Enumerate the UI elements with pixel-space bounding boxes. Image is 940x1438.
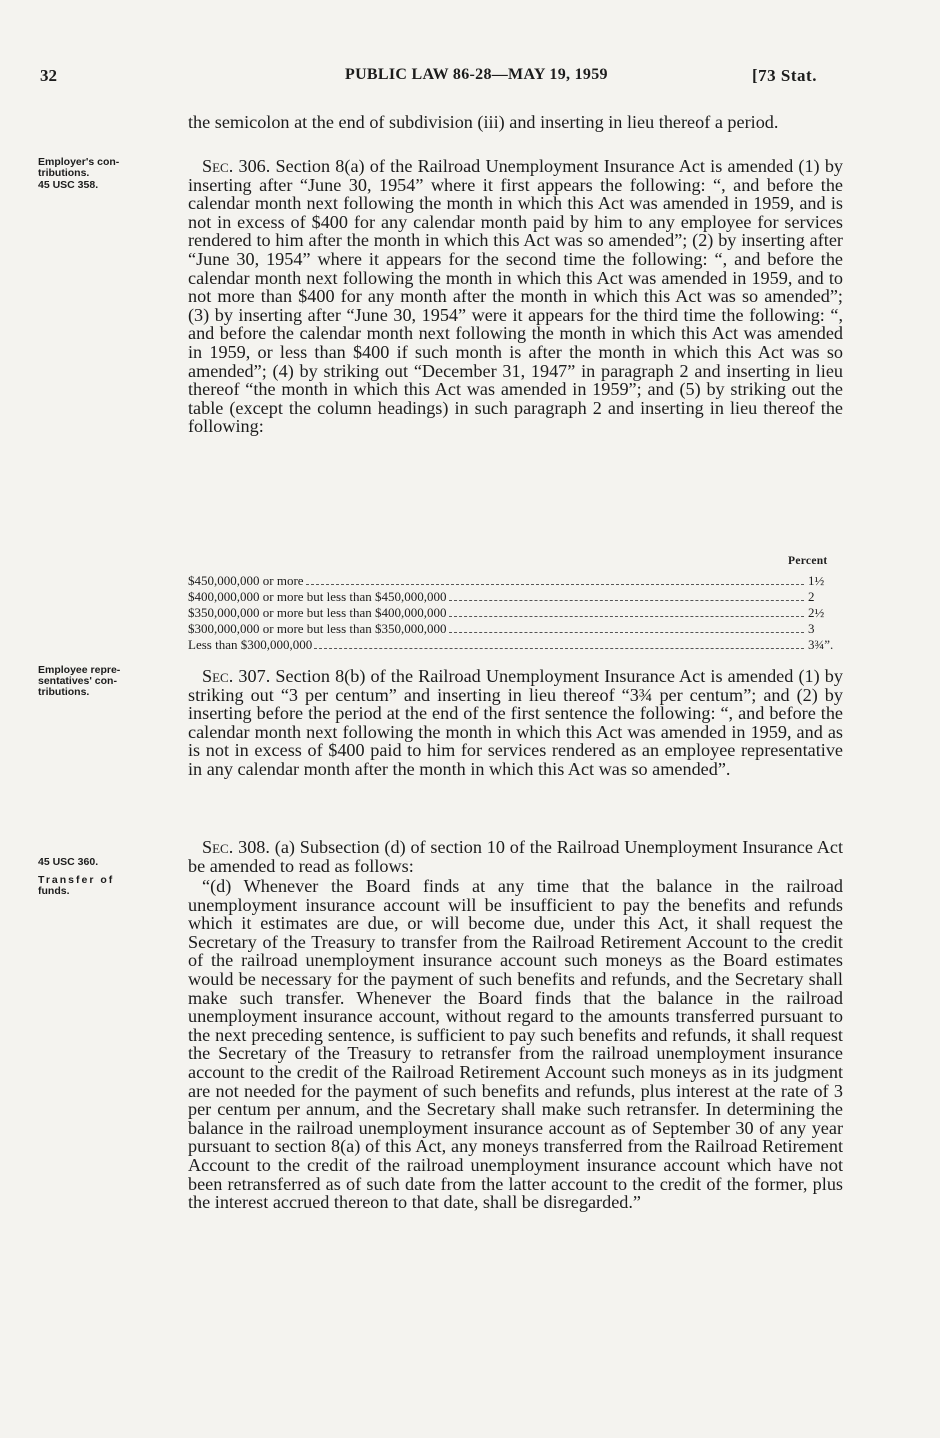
rate-table-value: 1½ bbox=[808, 573, 825, 588]
rate-table-value: 3 bbox=[808, 621, 815, 636]
section-308-text: (a) Subsection (d) of section 10 of the Railroad Unemployment Insurance Act be amended to read as follows: bbox=[188, 837, 844, 876]
section-306-text: Section 8(a) of the Railroad Unemployment Insurance Act is amended (1) by inserting after “June 30, 1954” where it first appears the following: “, and before the calendar month next following the month in which this Act was amended in 1959, and is not in excess of $400 for any calendar month paid by him to any employee for services rendered to him after the month in which this Act was so amended”; (2) by inserting after “June 30, 1954” where it appears for the second time the following: “, and before the calendar month next following the month in which this Act was amended in 1959, and to not more than $400 for any month after the month in which this Act was so amended”; (3) by inserting after “June 30, 1954” were it appears for the third time the following: “, and before the calendar month next following the month in which this Act was amended in 1959, or less than $400 if such month is after the month in which this Act was so amended”; (4) by striking out “December 31, 1947” in paragraph 2 and inserting in lieu thereof “the month in which this Act was amended in 1959”; and (5) by striking out the table (except the column headings) in such paragraph 2 and inserting in lieu thereof the following: bbox=[188, 156, 844, 437]
margin-note-line: sentatives' con- bbox=[38, 675, 117, 687]
rate-table-row bbox=[188, 573, 844, 589]
dot-leader bbox=[449, 592, 804, 601]
section-307-text: Section 8(b) of the Railroad Unemployment Insurance Act is amended (1) by striking out “3 per centum” and inserting in lieu thereof “3¾ per centum”; and (2) by inserting before the period at the end of the first sentence the following: “, and before the calendar month next following the month in which this Act was amended in 1959, and as is not in excess of $400 paid to him for services rendered as an employee representative in any calendar month after the month in which this Act was so amended”. bbox=[188, 666, 843, 779]
margin-note-line: Transfer of bbox=[38, 874, 115, 886]
dot-leader bbox=[314, 640, 804, 649]
margin-note-line: funds. bbox=[38, 885, 70, 897]
margin-note-cite-360 bbox=[38, 857, 178, 868]
section-306-label: Sec. 306. bbox=[202, 156, 271, 176]
rate-table-row bbox=[188, 621, 844, 637]
section-308 bbox=[188, 838, 843, 875]
rate-table-value: 2 bbox=[808, 589, 815, 604]
rate-table-label: $300,000,000 or more but less than $350,000,000 bbox=[188, 621, 447, 636]
rate-table-row bbox=[188, 589, 844, 605]
margin-note-line: Employer's con- bbox=[38, 156, 120, 168]
margin-note-employer bbox=[38, 157, 178, 191]
running-title: PUBLIC LAW 86-28—MAY 19, 1959 bbox=[345, 66, 608, 83]
rate-table-label: $350,000,000 or more but less than $400,000,000 bbox=[188, 605, 447, 620]
dot-leader bbox=[449, 608, 804, 617]
rate-table-label: $400,000,000 or more but less than $450,000,000 bbox=[188, 589, 447, 604]
rate-table-value: 2½ bbox=[808, 605, 825, 620]
margin-note-cite: 45 USC 358. bbox=[38, 179, 99, 191]
rate-table-label: $450,000,000 or more bbox=[188, 573, 304, 588]
rate-table bbox=[188, 573, 844, 653]
dot-leader bbox=[306, 576, 804, 585]
percent-column-heading: Percent bbox=[788, 555, 828, 567]
margin-note-transfer bbox=[38, 875, 178, 897]
running-header bbox=[0, 66, 940, 90]
section-307-label: Sec. 307. bbox=[202, 666, 271, 686]
rate-table-row bbox=[188, 605, 844, 621]
margin-note-line: Employee repre- bbox=[38, 664, 121, 676]
subsection-d-text: “(d) Whenever the Board finds at any time that the balance in the railroad unemployment insurance account will be insufficient to pay the benefits and refunds which it estimates are due, or will become due, under this Act, it shall request the Secretary of the Treasury to transfer from the Railroad Retirement Account to the credit of the railroad unemployment insurance account such moneys as the Board estimates would be necessary for the payment of such benefits and refunds, and the Secretary shall make such transfer. Whenever the Board finds that the balance in the railroad unemployment insurance account, without regard to the amounts transferred pursuant to the next preceding sentence, is sufficient to pay such benefits and refunds, it shall request the Secretary of the Treasury to retransfer from the railroad unemployment insurance account to the credit of the Railroad Retirement Account such moneys as in its judgment are not needed for the payment of such benefits and refunds, plus interest at the rate of 3 per centum per annum, and the Secretary shall make such retransfer. In determining the balance in the railroad unemployment insurance account as of September 30 of any year pursuant to section 8(a) of this Act, any moneys transferred from the Railroad Retirement Account to the credit of the railroad unemployment insurance account which have not been retransferred as of such date from the latter account to the credit of the former, plus the interest accrued thereon to that date, shall be disregarded.” bbox=[188, 876, 843, 1213]
rate-table-value: 3¾”. bbox=[808, 637, 834, 652]
lead-paragraph: the semicolon at the end of subdivision (iii) and inserting in lieu thereof a period. bbox=[188, 112, 779, 132]
margin-note-cite: 45 USC 360. bbox=[38, 856, 99, 868]
section-308-label: Sec. 308. bbox=[202, 837, 270, 857]
statute-volume: [73 Stat. bbox=[752, 66, 817, 85]
margin-note-line: tributions. bbox=[38, 167, 90, 179]
section-307 bbox=[188, 667, 843, 779]
rate-table-row bbox=[188, 637, 844, 653]
section-306 bbox=[188, 157, 843, 436]
page-number: 32 bbox=[40, 66, 57, 85]
margin-note-employee bbox=[38, 665, 178, 698]
margin-note-line: tributions. bbox=[38, 686, 90, 698]
subsection-d bbox=[188, 877, 843, 1212]
rate-table-label: Less than $300,000,000 bbox=[188, 637, 313, 652]
dot-leader bbox=[449, 624, 804, 633]
